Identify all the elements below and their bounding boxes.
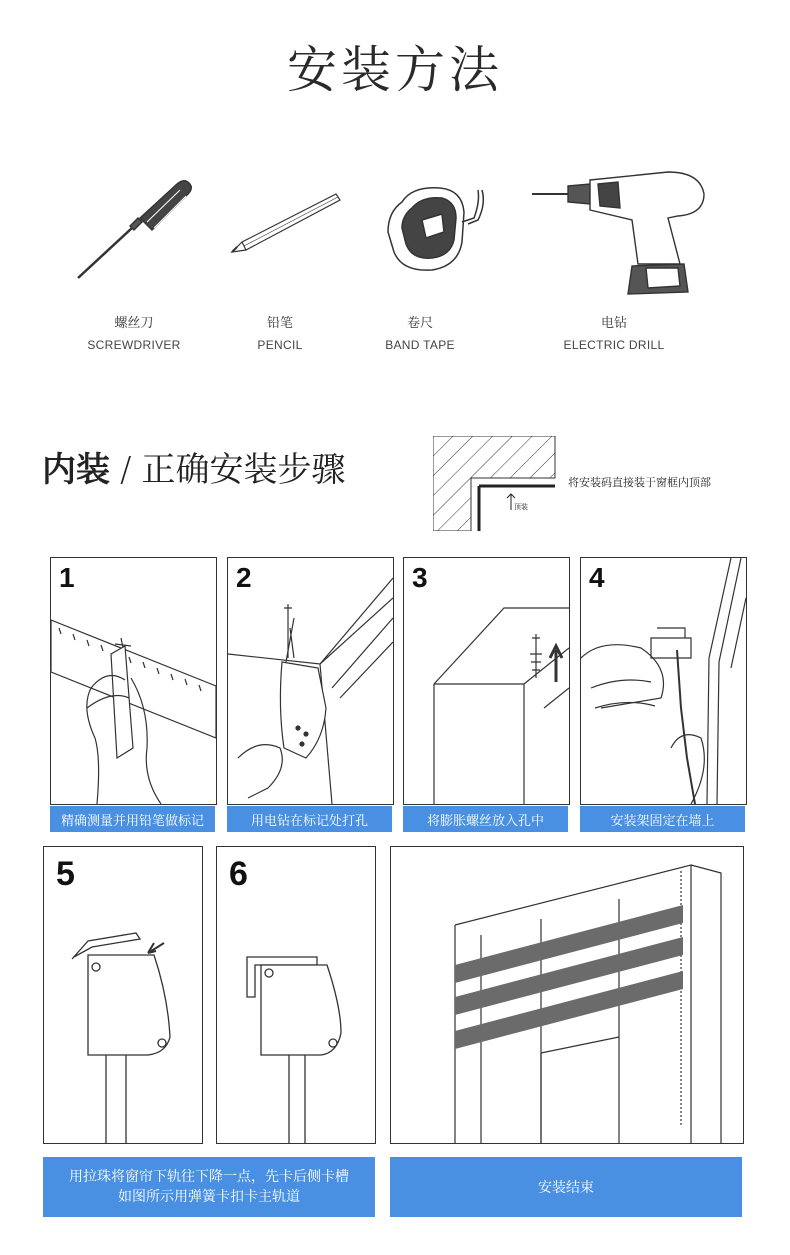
section-heading: [42, 442, 345, 491]
screwdriver-icon: [72, 170, 197, 285]
caption-line-1: 用拉珠将窗帘下轨往下降一点，先卡后侧卡槽: [69, 1169, 349, 1185]
step-2-caption: 用电钻在标记处打孔: [227, 806, 392, 832]
step-4-caption: 安装架固定在墙上: [580, 806, 745, 832]
step-number: 3: [412, 562, 428, 593]
step-number: 2: [236, 562, 252, 593]
final-result-panel: [390, 846, 744, 1144]
step-4-panel: [580, 557, 747, 805]
tool-label-cn: 卷尺: [406, 316, 433, 331]
diagram-top-label: 顶装: [514, 503, 528, 511]
step-number: 5: [56, 855, 75, 893]
step-5-panel: [43, 846, 203, 1144]
tool-label-cn: 电钻: [600, 316, 627, 331]
page-title: 安装方法: [287, 41, 503, 99]
tool-label-en: PENCIL: [257, 338, 303, 352]
section-slash: /: [120, 450, 132, 490]
step-5-6-caption: [43, 1157, 375, 1217]
step-number: 6: [229, 855, 248, 893]
step-1-caption: 精确测量并用铅笔做标记: [50, 806, 215, 832]
step-number: 4: [589, 562, 605, 593]
step-1-panel: [50, 557, 217, 805]
diagram-note: 将安装码直接装于窗框内顶部: [568, 476, 711, 489]
step-number: 1: [59, 562, 75, 593]
top-mount-diagram: [433, 436, 558, 535]
tool-label-en: SCREWDRIVER: [87, 338, 181, 352]
tool-label-en: BAND TAPE: [385, 338, 455, 352]
drill-icon: [528, 168, 708, 298]
step-3-panel: [403, 557, 570, 805]
caption-line-2: 如图所示用弹簧卡扣卡主轨道: [118, 1189, 300, 1205]
tool-label-cn: 铅笔: [266, 316, 293, 331]
section-title-bold: 内装: [42, 450, 110, 490]
tool-label-en: ELECTRIC DRILL: [563, 338, 665, 352]
section-title: 正确安装步骤: [141, 450, 346, 490]
step-2-panel: [227, 557, 394, 805]
tape-measure-icon: [382, 182, 492, 277]
final-caption: 安装结束: [390, 1157, 742, 1217]
step-6-panel: [216, 846, 376, 1144]
tool-label-cn: 螺丝刀: [114, 316, 154, 331]
pencil-icon: [228, 190, 343, 260]
step-3-caption: 将膨胀螺丝放入孔中: [403, 806, 568, 832]
